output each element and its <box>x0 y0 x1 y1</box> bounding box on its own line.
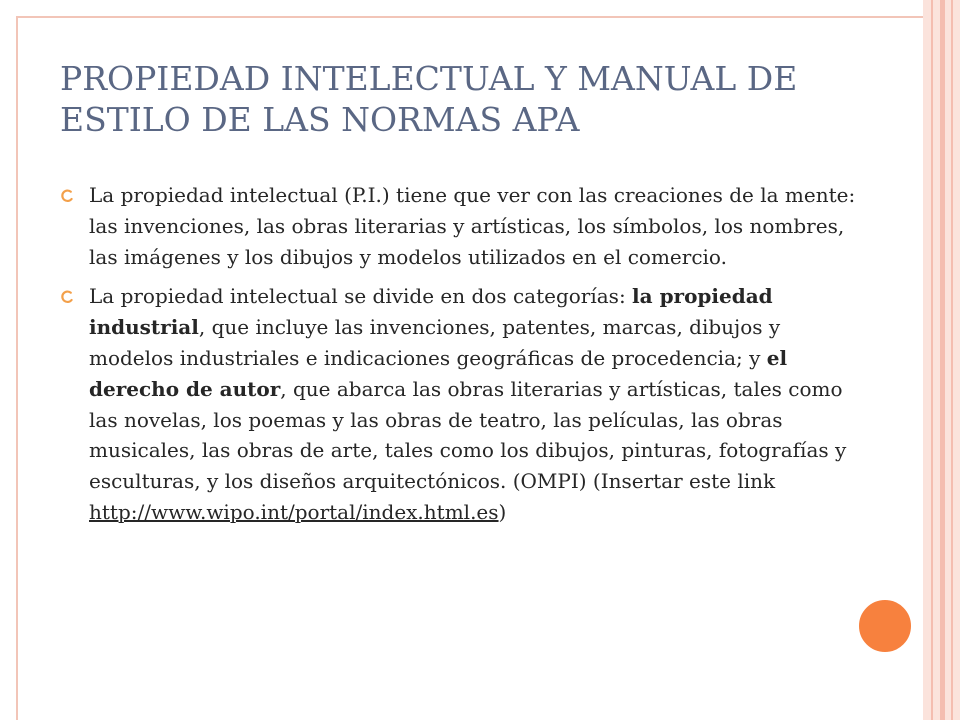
bold-term: la propiedad industrial <box>89 284 773 340</box>
bullet-text: ) <box>498 499 507 524</box>
slide-title: PROPIEDAD INTELECTUAL Y MANUAL DE ESTILO DE LAS NORMAS APA <box>60 59 798 139</box>
wipo-link[interactable]: http://www.wipo.int/portal/index.html.es <box>89 499 499 524</box>
bold-term: el derecho de autor <box>89 345 788 401</box>
bullet-item <box>60 281 860 527</box>
orange-circle-icon <box>856 597 914 655</box>
side-stripes-decoration <box>923 0 960 720</box>
bullet-text: , que incluye las invenciones, patentes, marcas, dibujos y modelos industriales e indicaciones geográficas de procedencia; y <box>89 315 781 370</box>
bullet-item <box>60 180 860 272</box>
bullet-text: , que abarca las obras literarias y artísticas, tales como las novelas, los poemas y las obras de teatro, las películas, las obras musicales, las obras de arte, tales como los dibujos, pinturas, fotografías y esculturas, y los diseños arquitectónicos. (OMPI) (Insertar este link <box>89 376 847 494</box>
bullet-text: La propiedad intelectual (P.I.) tiene que ver con las creaciones de la mente: las invenciones, las obras literarias y artísticas, los símbolos, los nombres, las imágenes y los dibujos y modelos utilizados en el comercio. <box>89 183 856 269</box>
bullet-list <box>60 180 860 537</box>
circle-bullet-icon <box>60 290 74 304</box>
bullet-text: La propiedad intelectual se divide en dos categorías: <box>89 284 633 309</box>
circle-bullet-icon <box>60 189 74 203</box>
